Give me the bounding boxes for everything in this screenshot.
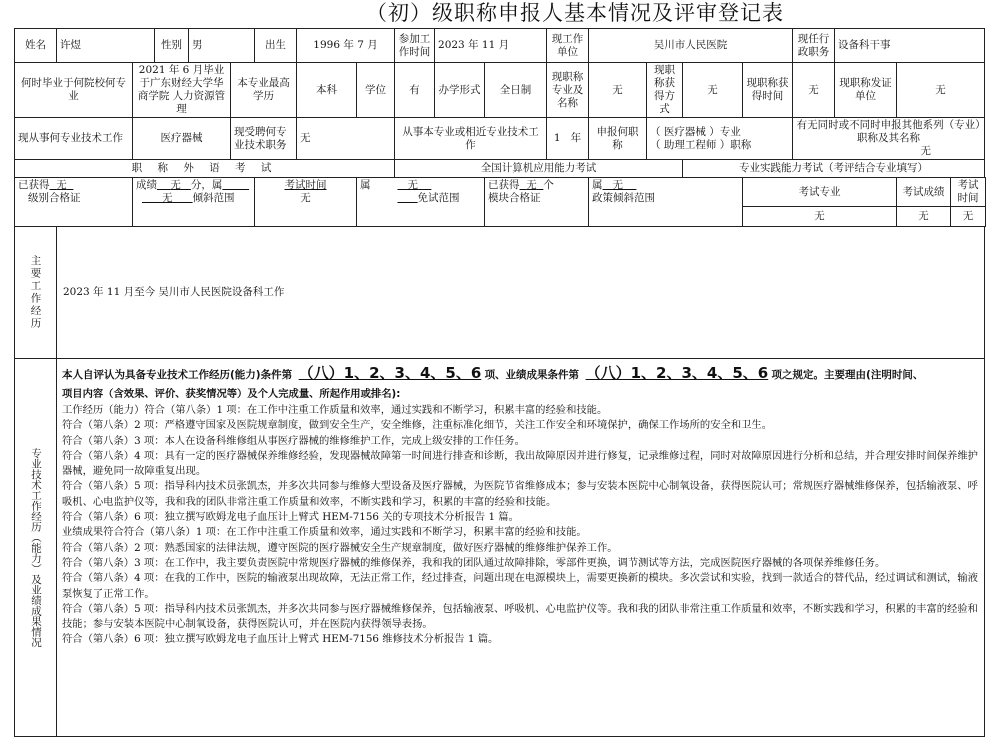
hired-value: 无 xyxy=(297,118,395,160)
unit-value: 吴川市人民医院 xyxy=(589,29,793,63)
obtain-time-value: 无 xyxy=(793,63,835,118)
cp-policy-label: 属 xyxy=(592,179,603,191)
apply-label: 申报何职称 xyxy=(589,118,647,160)
exam-detail-row-1 xyxy=(15,178,986,207)
work-start-label: 参加工作时间 xyxy=(395,29,435,63)
perf-para-7: 业绩成果符合符合（第八条）1 项：在工作中注重工作质量和效率，通过实践和不断学习，积累丰富的经验和技能。 xyxy=(62,526,587,539)
exam-header-row xyxy=(15,160,986,178)
mode-label: 办学形式 xyxy=(435,63,485,118)
fl-time-label: 考试时间 xyxy=(284,179,327,191)
fl-exempt-scope: 免试范围 xyxy=(417,192,460,204)
sex-label: 性别 xyxy=(155,29,189,63)
major-value: 医疗器械 xyxy=(133,118,231,160)
sex-value: 男 xyxy=(189,29,255,63)
pr-time-value: 无 xyxy=(951,207,986,227)
name-value: 许煜 xyxy=(57,29,155,63)
fl-time-cell xyxy=(255,178,357,227)
birth-value: 1996 年 7 月 xyxy=(297,29,395,63)
cp-policy-scope: 政策倾斜范围 xyxy=(592,192,656,204)
position-value: 设备科干事 xyxy=(835,29,985,63)
fl-exempt-right xyxy=(395,178,485,227)
perf-para-8: 符合（第八条）2 项：熟悉国家的法律法规，遵守医院的医疗器械安全生产规章制度，做好医疗器械的维修维护保养工作。 xyxy=(62,541,618,554)
apply-value xyxy=(647,118,793,160)
fl-cert-label: 级别合格证 xyxy=(28,192,81,204)
perf-para-6: 符合（第八条）6 项：独立撰写欧姆龙电子血压计上臂式 HEM-7156 关的专项技术分析报告 1 篇。 xyxy=(62,511,519,524)
edu-label: 本专业最高学历 xyxy=(231,63,297,118)
degree-value: 有 xyxy=(395,63,435,118)
fl-obtained-value: 无 xyxy=(56,179,67,191)
apply-major: （ 医疗器械 ）专业 xyxy=(650,125,741,138)
mode-value: 全日制 xyxy=(485,63,547,118)
registration-table xyxy=(14,28,986,737)
perf-para-2: 符合（第八条）2 项：严格遵守国家及医院规章制度，做到安全生产，安全维修，注重标准化细节，关注工作安全和环境保护，确保工作场所的安全和卫生。 xyxy=(62,419,773,432)
cp-obtained-label: 已获得 xyxy=(488,179,520,191)
other-apply-value: 无 xyxy=(920,145,932,157)
other-apply-label: 有无同时或不同时申报其他系列（专业）职称及其名称 xyxy=(796,119,981,144)
perf-label: 专业技术工作经历（能力）及业绩成果情况 xyxy=(30,447,42,648)
birth-label: 出生 xyxy=(255,29,297,63)
edu-value: 本科 xyxy=(297,63,357,118)
perf-intro-d: 项目内容（含效果、评价、获奖情况等）及个人完成量、所起作用或排名): xyxy=(62,388,401,400)
perf-intro-c: 项之规定。主要理由(注明时间、 xyxy=(771,369,924,381)
perf-para-10: 符合（第八条）4 项：在我的工作中，医院的输液泵出现故障，无法正常工作，经过排查，问题出现在电源模块上，需要更换新的模块。多次尝试和实验，找到一款适合的替代品，经过调试和测试，输液泵恢复了正常工作。 xyxy=(62,572,978,600)
perf-para-12: 符合（第八条）6 项：独立撰写欧姆龙电子血压计上臂式 HEM-7156 维修技术分析报告 1 篇。 xyxy=(62,633,499,646)
performance-row xyxy=(15,359,986,737)
years-number: 1 xyxy=(553,132,561,144)
years-unit: 年 xyxy=(570,132,582,144)
pr-score-value: 无 xyxy=(897,207,951,227)
cp-cert-label: 模块合格证 xyxy=(488,192,541,204)
other-apply-cell xyxy=(793,118,985,160)
perf-intro-b: 项、业绩成果条件第 xyxy=(484,369,580,381)
cur-title-value: 无 xyxy=(589,63,647,118)
major-label: 现从事何专业技术工作 xyxy=(15,118,133,160)
work-experience-row xyxy=(15,227,986,359)
fl-obtained-label: 已获得 xyxy=(18,179,50,191)
unit-label: 现工作单位 xyxy=(547,29,589,63)
work-content: 2023 年 11 月至今 吴川市人民医院设备科工作 xyxy=(57,227,985,359)
foreign-exam-header: 职 称 外 语 考 试 xyxy=(15,160,395,178)
cp-policy-cell xyxy=(589,178,743,227)
cp-policy-value: 无 xyxy=(612,179,624,191)
fl-score-value: 无 xyxy=(170,179,181,191)
obtain-value: 无 xyxy=(683,63,743,118)
fl-exempt-value: 无 xyxy=(407,179,419,191)
perf-label-cell xyxy=(15,359,57,737)
perf-para-4: 符合（第八条）4 项：具有一定的医疗器械保养维修经验，发现器械故障第一时间进行排查和诊断，我出故障原因并进行修复，记录维修过程，同时对故障原因进行分析和总结，并合理安排时间保养维护器械，避免同一故障重复出现。 xyxy=(62,449,978,478)
perf-intro xyxy=(62,363,979,385)
grad-value: 2021 年 6 月毕业于广东财经大学华商学院 人力资源管理 xyxy=(133,63,231,118)
issuer-value: 无 xyxy=(897,63,985,118)
pr-score-label: 考试成绩 xyxy=(897,178,951,207)
obtain-label: 现职称获得方式 xyxy=(647,63,683,118)
perf-para-9: 符合（第八条）3 项：在工作中，我主要负责医院中常规医疗器械的维修保养，我和我的团队通过故障排除，零部件更换，调节测试等方法，完成医院医疗器械的各项保养维修任务。 xyxy=(62,556,886,569)
page-title: （初）级职称申报人基本情况及评审登记表 xyxy=(366,1,784,25)
fl-score-unit: 分，属 xyxy=(190,179,223,191)
work-label-cell xyxy=(15,227,57,359)
perf-para-11: 符合（第八条）5 项：指导科内技术员张凯杰，并多次共同参与医疗器械维修保养，包括输液泵、呼吸机、心电监护仪等。我和我的团队非常注重工作质量和效率，不断实践和学习，积累的丰富的经验和技能；参与安装本医院中心制氧设备，获得医院认可，并在医院内获得领导表扬。 xyxy=(62,602,978,631)
position-label: 现任行政职务 xyxy=(793,29,835,63)
obtain-time-label: 现职称获得时间 xyxy=(743,63,793,118)
perf-content xyxy=(57,359,985,737)
perf-cond1: （八）1、2、3、4、5、6 xyxy=(298,364,482,382)
pr-major-label: 考试专业 xyxy=(743,178,897,207)
cp-obtained-value: 无 xyxy=(526,179,537,191)
practice-exam-header: 专业实践能力考试（考评结合专业填写） xyxy=(683,160,985,178)
years-value xyxy=(547,118,589,160)
fl-exempt-label: 属 xyxy=(360,179,371,191)
fl-score-label: 成绩 xyxy=(136,179,157,191)
name-label: 姓名 xyxy=(15,29,57,63)
pr-time-label: 考试时间 xyxy=(951,178,986,207)
perf-para-1: 工作经历（能力）符合（第八条）1 项：在工作中注重工作质量和效率，通过实践和不断学习，积累丰富的经验和技能。 xyxy=(62,404,608,416)
perf-para-3: 符合（第八条）3 项：本人在设备科维修组从事医疗器械的维修维护工作，完成上级安排的工作任务。 xyxy=(62,434,525,447)
basic-info-row xyxy=(15,29,986,63)
perf-cond2: （八）1、2、3、4、5、6 xyxy=(585,364,769,382)
work-start-value: 2023 年 11 月 xyxy=(435,29,547,63)
education-row xyxy=(15,63,986,118)
specialty-row xyxy=(15,118,986,160)
fl-tilt-value: 无 xyxy=(162,192,173,204)
fl-tilt-label: 倾斜范围 xyxy=(192,192,235,204)
fl-time-value: 无 xyxy=(300,192,311,204)
perf-para-5: 符合（第八条）5 项：指导科内技术员张凯杰，并多次共同参与维修大型设备及医疗器械，为医院节省维修成本；参与安装本医院中心制氧设备，获得医院认可；常规医疗器械维修保养，包括输液泵、呼吸机、心电监护仪等，我和我的团队非常注重工作质量和效率，不断实践和学习，积累的丰富的经验和技能。 xyxy=(62,480,978,508)
perf-intro-a: 本人自评认为具备专业技术工作经历(能力)条件第 xyxy=(62,369,293,381)
pr-major-value: 无 xyxy=(743,207,897,227)
grad-label: 何时毕业于何院校何专业 xyxy=(15,63,133,118)
cp-obtained-cell xyxy=(485,178,589,227)
computer-exam-header: 全国计算机应用能力考试 xyxy=(395,160,683,178)
hired-label: 现受聘何专业技术职务 xyxy=(231,118,297,160)
apply-title: （ 助理工程师 ）职称 xyxy=(650,138,752,151)
issuer-label: 现职称发证单位 xyxy=(835,63,897,118)
degree-label: 学位 xyxy=(357,63,395,118)
fl-obtained-cell xyxy=(15,178,133,227)
cp-unit: 个 xyxy=(543,179,554,191)
cur-title-label: 现职称专业及名称 xyxy=(547,63,589,118)
fl-exempt-cell xyxy=(357,178,395,227)
work-label: 主要工作经历 xyxy=(29,255,42,330)
years-label: 从事本专业或相近专业技术工作 xyxy=(395,118,547,160)
fl-score-cell xyxy=(133,178,255,227)
